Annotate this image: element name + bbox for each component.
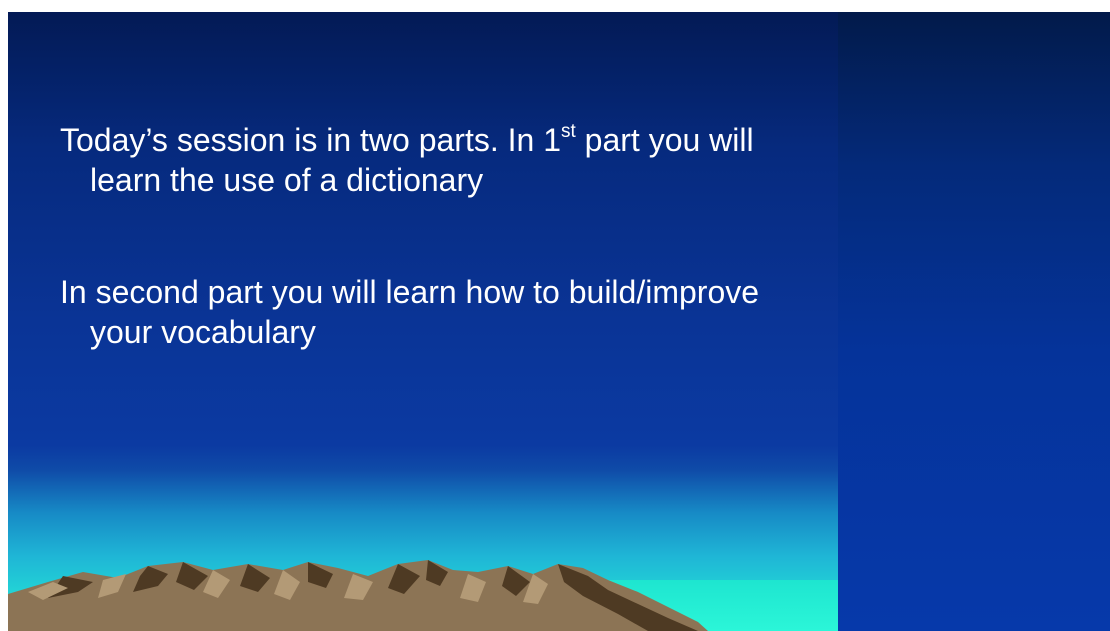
paragraph-1-text: Today’s session is in two parts. In 1 — [60, 122, 561, 158]
slide-body — [60, 120, 820, 424]
bullet-paragraph-2: In second part you will learn how to build/improve your vocabulary — [60, 274, 760, 350]
bullet-paragraph-1 — [60, 120, 820, 200]
mountain-range-illustration — [8, 552, 838, 631]
ordinal-suffix: st — [560, 121, 576, 143]
side-panel — [838, 12, 1110, 631]
paragraph-1-text-continued: part you will learn the use of a dictionary — [90, 122, 754, 198]
presentation-slide — [8, 12, 1110, 631]
